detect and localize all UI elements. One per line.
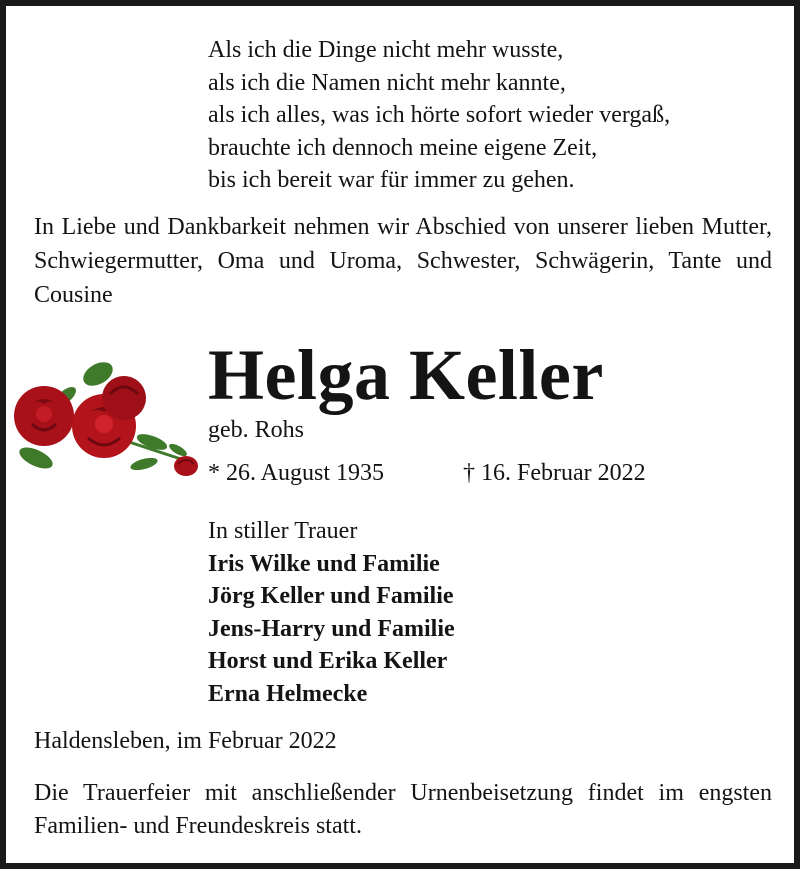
- poem-line: als ich alles, was ich hörte sofort wieder vergaß,: [208, 102, 671, 128]
- maiden-name: geb. Rohs: [208, 417, 304, 443]
- mourner-name: Horst und Erika Keller: [208, 648, 448, 674]
- red-roses-icon: [6, 346, 206, 486]
- death-date: † 16. Februar 2022: [463, 460, 646, 486]
- poem: [208, 34, 670, 197]
- mourners-block: [208, 515, 455, 710]
- mourner-name: Jörg Keller und Familie: [208, 583, 454, 609]
- place-date: Haldensleben, im Februar 2022: [34, 728, 337, 754]
- intro-text: In Liebe und Dankbarkeit nehmen wir Abschied von unserer lieben Mutter, Schwiegermutter, Oma und Uroma, Schwester, Schwägerin, Tante und Cousine: [34, 214, 772, 308]
- poem-line: Als ich die Dinge nicht mehr wusste,: [208, 37, 564, 63]
- mourner-name: Iris Wilke und Familie: [208, 550, 440, 577]
- deceased-name: Helga Keller: [208, 335, 604, 415]
- funeral-note: Die Trauerfeier mit anschließender Urnenbeisetzung findet im engsten Familien- und Freundeskreis statt.: [34, 780, 772, 839]
- mourner-name: Jens-Harry und Familie: [208, 615, 455, 642]
- poem-line: als ich die Namen nicht mehr kannte,: [208, 69, 566, 96]
- birth-date: * 26. August 1935: [208, 460, 385, 486]
- poem-line: bis ich bereit war für immer zu gehen.: [208, 167, 575, 193]
- mourner-name: Erna Helmecke: [208, 680, 368, 707]
- mourning-heading: In stiller Trauer: [208, 518, 358, 544]
- poem-line: brauchte ich dennoch meine eigene Zeit,: [208, 134, 598, 161]
